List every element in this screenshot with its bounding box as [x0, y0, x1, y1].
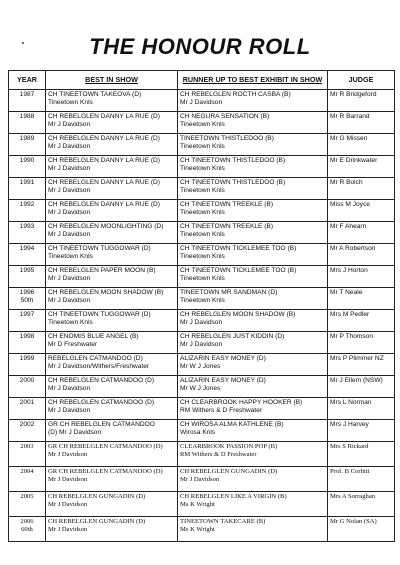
runner-up-cell-line: Tineetown Knls	[180, 187, 225, 195]
year-cell-line: 2005	[20, 493, 34, 500]
best-in-show-cell-line: CH REBELGLEN PAPER MOON (B)	[48, 267, 156, 274]
honour-roll-table	[8, 70, 395, 542]
best-in-show-header: BEST IN SHOW	[46, 71, 178, 90]
year-cell	[9, 244, 46, 266]
year-cell-line: 1999	[19, 355, 35, 362]
best-in-show-cell	[46, 222, 178, 244]
year-cell	[9, 467, 46, 492]
best-in-show-cell	[46, 420, 178, 442]
year-cell-line: 2002	[19, 421, 35, 428]
year-cell	[9, 112, 46, 134]
best-in-show-cell-line: Mr J Davidson	[48, 385, 91, 393]
judge-cell: Mr T Neale	[328, 288, 395, 310]
best-in-show-cell-line: CH REBELGLEN CATMANDOO (D)	[48, 399, 155, 406]
best-in-show-cell	[46, 266, 178, 288]
best-in-show-cell-line: CH REBELGLEN MOONLIGHTING (D)	[48, 223, 164, 230]
best-in-show-cell-line: Mr J Davidson	[48, 526, 88, 534]
judge-cell: Mrs S Rickard	[328, 442, 395, 467]
runner-up-cell-line: Tineetown Knls	[180, 121, 225, 129]
runner-up-cell	[178, 244, 328, 266]
year-cell	[9, 288, 46, 310]
best-in-show-cell-line: Mr J Davidson	[48, 165, 91, 173]
judge-cell: Mr J Ellem (NSW)	[328, 376, 395, 398]
runner-up-cell-line: Tineetown Knls	[180, 165, 225, 173]
best-in-show-cell-line: Mr J Davidson	[48, 451, 88, 459]
runner-up-cell-line: CH TINEETOWN TICKLEMEE TOO (B)	[180, 245, 297, 252]
best-in-show-cell-line: CH REBELGLEN GUNGADIN (D)	[48, 493, 146, 500]
runner-up-cell	[178, 266, 328, 288]
year-cell-line: 60th	[21, 526, 33, 534]
best-in-show-cell-line: CH REBELGLEN DANNY LA RUE (D)	[48, 113, 160, 120]
year-cell-line: 1994	[19, 245, 35, 252]
runner-up-cell-line: Mr J Davidson	[180, 319, 223, 327]
runner-up-cell-line: ALIZARIN EASY MONEY (D)	[180, 377, 266, 384]
table-row	[9, 178, 395, 200]
runner-up-cell	[178, 376, 328, 398]
runner-up-cell	[178, 156, 328, 178]
judge-cell: Mr R Bolch	[328, 178, 395, 200]
judge-cell: Mr E Drinkwater	[328, 156, 395, 178]
best-in-show-cell-line: Mr J Davidson	[48, 297, 91, 305]
runner-up-cell-line: CH TINEETOWN TICKLEMEE TOO (B)	[180, 267, 297, 274]
runner-up-cell-line: CH TINEETOWN TREEKLE (B)	[180, 223, 274, 230]
judge-cell: Mr R Barrand	[328, 112, 395, 134]
runner-up-cell-line: Ms K Wright	[180, 501, 215, 509]
judge-cell: Mrs L Norman	[328, 398, 395, 420]
runner-up-cell-line: CH TINEETOWN TREEKLE (B)	[180, 201, 274, 208]
judge-cell: Mr P Thomson	[328, 332, 395, 354]
year-cell	[9, 134, 46, 156]
judge-cell: Mrs J Horton	[328, 266, 395, 288]
runner-up-cell-line: CH REBELGLEN ROCTH CASBA (B)	[180, 91, 291, 98]
runner-up-cell	[178, 467, 328, 492]
table-row	[9, 266, 395, 288]
year-cell-line: 1992	[19, 201, 35, 208]
best-in-show-cell-line: CH ENOMIS BLUE ANGEL (B)	[48, 333, 139, 340]
runner-up-cell-line: Mr J Davidson	[180, 99, 223, 107]
runner-up-cell-line: CH CLEARBROOK HAPPY HOOKER (B)	[180, 399, 303, 406]
year-cell-line: 2001	[19, 399, 35, 406]
best-in-show-cell-line: CH TINEETOWN TUGGOWAR (D)	[48, 311, 151, 318]
runner-up-cell-line: RM Withers & D Freshwater	[180, 451, 257, 459]
table-row	[9, 222, 395, 244]
judge-cell: Mrs A Sorraghan	[328, 492, 395, 517]
best-in-show-cell-line: CH TINEETOWN TAKEOVA (D)	[48, 91, 142, 98]
best-in-show-cell-line: Tineetown Knls	[48, 319, 93, 327]
best-in-show-cell-line: Tineetown Knls	[48, 253, 93, 261]
header-row	[9, 71, 395, 90]
runner-up-cell-line: Tineetown Knls	[180, 253, 225, 261]
table-row	[9, 310, 395, 332]
runner-up-cell	[178, 310, 328, 332]
table-row	[9, 244, 395, 266]
table-row	[9, 332, 395, 354]
runner-up-cell-line: CH NEGURA SENSATION (B)	[180, 113, 270, 120]
year-cell	[9, 222, 46, 244]
year-cell	[9, 332, 46, 354]
table-row	[9, 156, 395, 178]
best-in-show-cell-line: Mr J Davidson	[48, 407, 91, 415]
judge-cell: Mrs M Pedler	[328, 310, 395, 332]
runner-up-cell-line: Tineetown Knls	[180, 231, 225, 239]
runner-up-cell-line: CH TINEETOWN THISTLEDOO (B)	[180, 157, 286, 164]
table-row	[9, 112, 395, 134]
year-cell-line: 2004	[20, 468, 34, 475]
best-in-show-cell-line: GR CH REBELGLEN CATMANDOO	[48, 421, 155, 428]
year-cell	[9, 517, 46, 542]
best-in-show-cell	[46, 354, 178, 376]
judge-cell: Mrs J Harvey	[328, 420, 395, 442]
runner-up-cell-line: Mr J Davidson	[180, 341, 223, 349]
runner-up-cell-line: Tineetown Knls	[180, 297, 225, 305]
best-in-show-cell	[46, 288, 178, 310]
best-in-show-cell-line: CH TINEETOWN TUGGOWAR (D)	[48, 245, 151, 252]
year-cell	[9, 156, 46, 178]
best-in-show-cell	[46, 517, 178, 542]
table-row	[9, 288, 395, 310]
best-in-show-cell	[46, 467, 178, 492]
best-in-show-cell-line: Mr J Davidson	[48, 121, 91, 129]
runner-up-cell	[178, 288, 328, 310]
best-in-show-cell-line: (D) Mr J Davidson	[48, 429, 102, 437]
year-cell-line: 1987	[19, 91, 35, 98]
best-in-show-cell	[46, 112, 178, 134]
best-in-show-cell-line: Mr J Davidson	[48, 143, 91, 151]
year-cell-line: 50th	[20, 297, 34, 305]
runner-up-cell-line: TINEETOWN THISTLEDOO (B)	[180, 135, 274, 142]
runner-up-cell-line: CLEARBROOK PASSION POP (B)	[180, 443, 278, 450]
runner-up-cell-line: CH REBELGLEN MOON SHADOW (B)	[180, 311, 296, 318]
best-in-show-cell-line: Mr D Freshwater	[48, 341, 98, 349]
table-row	[9, 134, 395, 156]
runner-up-cell-line: Tineetown Knls	[180, 143, 225, 151]
runner-up-cell	[178, 517, 328, 542]
best-in-show-cell-line: REBELGLEN CATMANDOO (D)	[48, 355, 143, 362]
runner-up-cell	[178, 112, 328, 134]
runner-up-cell-line: CH REBELGLEN LIKE A VIRGIN (B)	[180, 493, 287, 500]
best-in-show-cell	[46, 156, 178, 178]
table-row	[9, 517, 395, 542]
year-cell	[9, 398, 46, 420]
runner-up-cell-line: CH REBELGLEN GUNGADIN (D)	[180, 468, 278, 475]
runner-up-cell-line: Tineetown Knls	[180, 275, 225, 283]
runner-up-cell-line: Tineetown Knls	[180, 209, 225, 217]
table-row	[9, 376, 395, 398]
year-cell	[9, 266, 46, 288]
year-cell	[9, 442, 46, 467]
year-cell	[9, 178, 46, 200]
runner-up-cell-line: Mr W J Jones	[180, 363, 221, 371]
best-in-show-cell-line: GR CH REBELGLEN CATMANDOO (D)	[48, 443, 163, 450]
best-in-show-cell	[46, 310, 178, 332]
best-in-show-cell-line: Mr J Davidson	[48, 501, 88, 509]
best-in-show-cell-line: GR CH REBELGLEN CATMANDOO (D)	[48, 468, 163, 475]
judge-cell: Mr G Missen	[328, 134, 395, 156]
year-cell	[9, 354, 46, 376]
judge-cell: Prof. B Corbitt	[328, 467, 395, 492]
best-in-show-cell-line: Mr J Davidson	[48, 187, 91, 195]
table-row	[9, 442, 395, 467]
table-row	[9, 90, 395, 112]
best-in-show-cell	[46, 442, 178, 467]
best-in-show-cell	[46, 492, 178, 517]
best-in-show-cell-line: CH REBELGLEN DANNY LA RUE (D)	[48, 201, 160, 208]
judge-cell: Mr F Ahearn	[328, 222, 395, 244]
runner-up-cell-line: ALIZARIN EASY MONEY (D)	[180, 355, 266, 362]
runner-up-cell	[178, 492, 328, 517]
runner-up-header: RUNNER UP TO BEST EXHIBIT IN SHOW	[178, 71, 328, 90]
best-in-show-cell-line: Mr J Davidson	[48, 209, 91, 217]
year-cell-line: 1996	[19, 289, 35, 296]
judge-cell: Mr A Robertson	[328, 244, 395, 266]
runner-up-cell	[178, 178, 328, 200]
year-cell-line: 1993	[19, 223, 35, 230]
runner-up-cell-line: Wirosa Knls	[180, 429, 216, 437]
runner-up-cell-line: CH WIROSA ALMA KATHLENE (B)	[180, 421, 284, 428]
best-in-show-cell	[46, 244, 178, 266]
year-cell-line: 1988	[19, 113, 35, 120]
table-row	[9, 398, 395, 420]
table-row	[9, 354, 395, 376]
best-in-show-cell-line: Mr J Davidson/Withers/Freshwater	[48, 363, 150, 371]
year-cell-line: 1997	[19, 311, 35, 318]
page-title: THE HONOUR ROLL	[89, 34, 311, 59]
best-in-show-cell-line: CH REBELGLEN DANNY LA RUE (D)	[48, 157, 160, 164]
table-row	[9, 420, 395, 442]
year-cell	[9, 420, 46, 442]
judge-cell: Miss M Joyce	[328, 200, 395, 222]
table-row	[9, 492, 395, 517]
table-row	[9, 467, 395, 492]
runner-up-cell	[178, 134, 328, 156]
best-in-show-cell-line: Mr J Davidson	[48, 476, 88, 484]
best-in-show-cell	[46, 200, 178, 222]
runner-up-cell-line: TINEETOWN TAKECARE (B)	[180, 518, 266, 525]
runner-up-cell	[178, 442, 328, 467]
year-cell-line: 1998	[19, 333, 35, 340]
judge-cell: Mrs P Plimmer NZ	[328, 354, 395, 376]
runner-up-cell-line: CH REBELGLEN JUST KIDDIN (D)	[180, 333, 285, 340]
best-in-show-cell-line: CH REBELGLEN CATMANDOO (D)	[48, 377, 155, 384]
best-in-show-cell-line: Mr J Davidson	[48, 275, 91, 283]
runner-up-cell	[178, 222, 328, 244]
best-in-show-cell	[46, 178, 178, 200]
year-cell	[9, 200, 46, 222]
year-cell	[9, 492, 46, 517]
judge-header: JUDGE	[328, 71, 395, 90]
runner-up-cell-line: Mr J Davidson	[180, 476, 220, 484]
runner-up-cell	[178, 354, 328, 376]
runner-up-cell-line: Mr W J Jones	[180, 385, 221, 393]
runner-up-cell	[178, 332, 328, 354]
year-header: YEAR	[9, 71, 46, 90]
best-in-show-cell	[46, 90, 178, 112]
runner-up-cell-line: Ms K Wright	[180, 526, 215, 534]
runner-up-cell	[178, 200, 328, 222]
best-in-show-cell	[46, 134, 178, 156]
table-row	[9, 200, 395, 222]
judge-cell: Mr G Nolan (SA)	[328, 517, 395, 542]
best-in-show-cell-line: CH REBELGLEN GUNGADIN (D)	[48, 518, 146, 525]
best-in-show-cell-line: CH REBELGLEN DANNY LA RUE (D)	[48, 135, 160, 142]
year-cell-line: 2000	[19, 377, 35, 384]
year-cell	[9, 90, 46, 112]
best-in-show-cell-line: Tineetown Knls	[48, 99, 93, 107]
runner-up-cell	[178, 420, 328, 442]
year-cell-line: 2006	[20, 518, 34, 525]
year-cell-line: 1995	[19, 267, 35, 274]
year-cell	[9, 310, 46, 332]
judge-cell: Mr R Bridgeford	[328, 90, 395, 112]
runner-up-cell-line: RM Withers & D Freshwater	[180, 407, 263, 415]
year-cell-line: 1991	[19, 179, 35, 186]
runner-up-cell-line: CH TINEETOWN THISTLEDOO (B)	[180, 179, 286, 186]
best-in-show-cell-line: CH REBELGLEN DANNY LA RUE (D)	[48, 179, 160, 186]
year-cell	[9, 376, 46, 398]
runner-up-cell	[178, 90, 328, 112]
year-cell-line: 1989	[19, 135, 35, 142]
runner-up-cell	[178, 398, 328, 420]
best-in-show-cell-line: Mr J Davidson	[48, 231, 91, 239]
year-cell-line: 1990	[19, 157, 35, 164]
best-in-show-cell	[46, 332, 178, 354]
best-in-show-cell	[46, 398, 178, 420]
best-in-show-cell	[46, 376, 178, 398]
best-in-show-cell-line: CH REBELGLEN MOON SHADOW (B)	[48, 289, 164, 296]
runner-up-cell-line: TINEETOWN MR SANDMAN (D)	[180, 289, 278, 296]
year-cell-line: 2003	[20, 443, 34, 450]
